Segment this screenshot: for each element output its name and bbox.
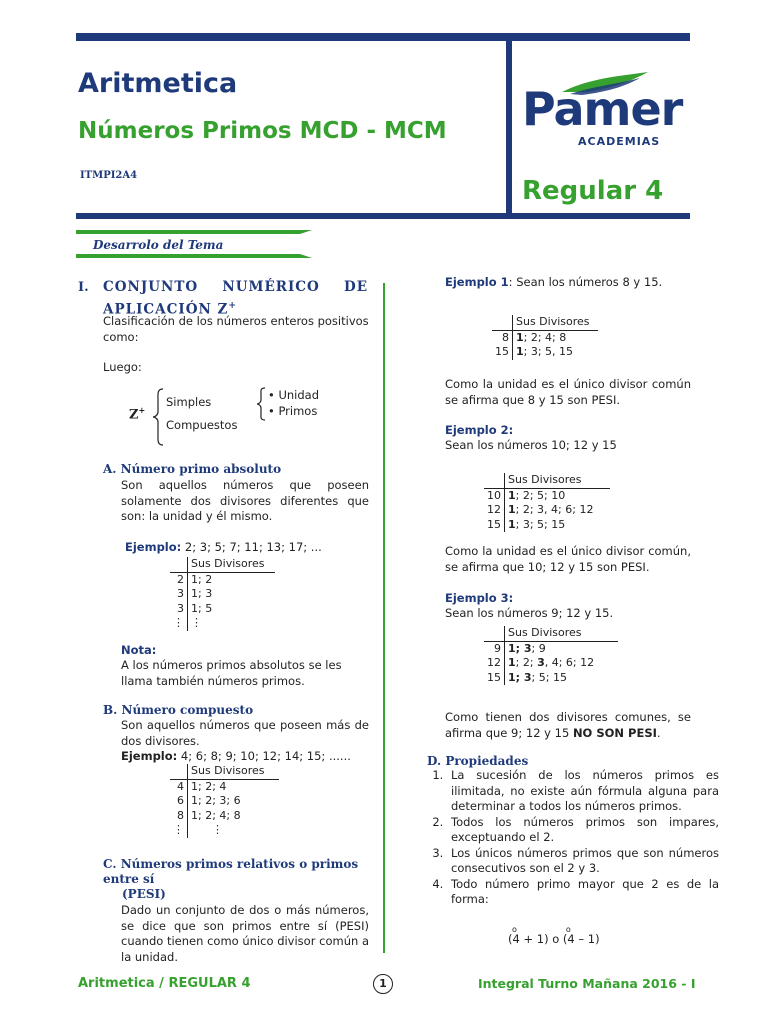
example-1-label: Ejemplo 1 [445, 275, 509, 289]
table-number-cell: ⋮ [170, 616, 188, 631]
table-header-empty [170, 764, 188, 779]
label-simples: Simples [166, 395, 212, 409]
properties-list [423, 768, 719, 908]
footer-right: Integral Turno Mañana 2016 - I [478, 976, 696, 991]
z-sup: + [138, 405, 146, 415]
table-header-empty [492, 315, 513, 330]
luego-label: Luego: [103, 360, 142, 374]
z-plus-symbol [129, 405, 145, 422]
other-divisors: ; 2; [515, 656, 538, 669]
other-divisors: ; 5; 15 [531, 670, 567, 684]
table-header-row [484, 626, 618, 641]
other-divisors: ; 3; 5; 15 [515, 517, 566, 531]
other-divisors: , 4; 6; 12 [544, 656, 595, 669]
list-item: 2. Todos los números primos son impares, exceptuando el 2. [447, 815, 719, 846]
label-primos-text: Primos [278, 404, 318, 418]
label-primos: • Primos [268, 404, 318, 418]
label-unidad: • Unidad [268, 388, 320, 402]
degree-mark: o [565, 925, 571, 934]
common-divisor: 3 [537, 656, 545, 669]
table-row [484, 671, 618, 686]
table-header-row [170, 764, 279, 779]
subsection-a-example-label: Ejemplo: [125, 540, 182, 554]
table-header-empty [170, 557, 188, 572]
example-3-text: Sean los números 9; 12 y 15. [445, 606, 614, 620]
brand-subtitle: ACADEMIAS [578, 135, 661, 148]
table-header-label: Sus Divisores [505, 626, 618, 641]
table-row [484, 656, 618, 671]
table-divisors-cell: 1; 3 [191, 587, 213, 600]
example-2-text: Sean los números 10; 12 y 15 [445, 438, 617, 452]
table-number-cell: 8 [170, 809, 188, 824]
table-number-cell: 15 [484, 671, 505, 686]
level-title: Regular 4 [522, 176, 664, 206]
other-divisors: ; 2; 5; 10 [515, 488, 566, 502]
table-divisors-cell [505, 503, 610, 518]
subsection-a-example-values: 2; 3; 5; 7; 11; 13; 17; ... [181, 540, 322, 554]
subsection-c-heading-pesi: (PESI) [122, 887, 166, 901]
subsection-b-example [121, 749, 351, 765]
table-row [484, 641, 618, 656]
divisors-table-ex2 [484, 473, 610, 532]
page-number-badge [373, 974, 393, 994]
degree-mark: o [512, 925, 517, 934]
table-header-empty [484, 473, 505, 488]
table-divisors-cell: 1; 2; 3; 6 [191, 794, 241, 807]
label-unidad-text: Unidad [278, 388, 320, 402]
example-1-text: : Sean los números 8 y 15. [508, 275, 663, 289]
table-row [170, 779, 279, 794]
list-item: 4. Todo número primo mayor que 2 es de la forma: [447, 877, 719, 908]
table-divisors-cell: ⋮ [212, 823, 223, 836]
example-3-conclusion [445, 710, 691, 741]
table-number-cell: 3 [170, 587, 188, 602]
header-divider [506, 41, 512, 213]
subsection-c-heading-text: C. Números primos relativos o primos entre sí [103, 857, 359, 886]
subsection-a-text: Son aquellos números que poseen solamente dos divisores diferentes que son: la unidad y él mismo. [121, 478, 369, 523]
table-number-cell: 15 [484, 518, 505, 533]
table-row [484, 488, 610, 503]
table-number-cell: 6 [170, 794, 188, 809]
section-1-title-text: APLICACIÓN Z [103, 301, 229, 318]
divisors-table-ex3 [484, 626, 618, 685]
subsection-a-example [125, 540, 322, 556]
section-1-title-line1: CONJUNTO NUMÉRICO DE [103, 279, 368, 295]
example-3-conclusion-text: Como tienen dos divisores comunes, se afirma que 9; 12 y 15 [445, 710, 691, 740]
table-number-cell: 12 [484, 503, 505, 518]
table-header-empty [484, 626, 505, 641]
subsection-b-example-label: Ejemplo: [121, 749, 178, 763]
table-row [170, 572, 275, 587]
table-header-row [484, 473, 610, 488]
common-divisor: 1 [508, 488, 516, 502]
subsection-b-heading: B. Número compuesto [103, 703, 254, 717]
common-divisor: 1 [516, 330, 524, 344]
section-tab-label: Desarrolo del Tema [93, 238, 224, 252]
header-top-rule [76, 33, 690, 41]
table-number-cell: 10 [484, 488, 505, 503]
other-divisors: ; 2; 4; 8 [523, 330, 567, 344]
table-header-row [170, 557, 275, 572]
table-number-cell: 9 [484, 641, 505, 656]
table-row [170, 602, 275, 617]
column-divider [383, 283, 385, 953]
footer-left: Aritmetica / REGULAR 4 [78, 976, 251, 991]
common-divisor: 1 [508, 503, 516, 516]
example-1-intro [445, 275, 662, 291]
divisors-table-ex1 [492, 315, 598, 360]
example-1-conclusion: Como la unidad es el único divisor común se afirma que 8 y 15 son PESI. [445, 377, 691, 407]
table-header-label: Sus Divisores [188, 764, 279, 779]
nota-text: A los números primos absolutos se les llama también números primos. [121, 658, 342, 688]
list-item: 3. Los únicos números primos que son números consecutivos son el 2 y 3. [447, 846, 719, 877]
table-divisors-cell [513, 330, 598, 345]
subsection-c-heading [103, 857, 369, 902]
label-compuestos: Compuestos [166, 418, 238, 432]
example-3-label: Ejemplo 3: [445, 591, 514, 605]
table-divisors-cell: 1; 2; 4 [191, 779, 227, 793]
divisors-table-b [170, 764, 279, 838]
table-header-label: Sus Divisores [513, 315, 598, 330]
table-divisors-cell [505, 641, 618, 656]
table-number-cell: 12 [484, 656, 505, 671]
subsection-d-heading: D. Propiedades [427, 754, 529, 768]
table-header-label: Sus Divisores [188, 557, 275, 572]
table-header-row [492, 315, 598, 330]
table-number-cell: 8 [492, 330, 513, 345]
z-letter: Z [129, 407, 139, 423]
subsection-c-text: Dado un conjunto de dos o más números, se dice que son primos entre sí (PESI) cuando tienen como único divisor común a la unidad. [121, 903, 369, 964]
example-3-conclusion-end: . [656, 725, 661, 740]
table-divisors-cell: 1; 2 [191, 572, 213, 586]
table-number-cell: 2 [170, 572, 188, 587]
brace-left-icon [152, 388, 164, 446]
table-row [492, 330, 598, 345]
common-divisor: 1 [516, 345, 524, 358]
table-number-cell: 4 [170, 779, 188, 794]
example-3-conclusion-emphasis: NO SON PESI [572, 725, 657, 740]
other-divisors: ; 2; 3, 4; 6; 12 [515, 503, 594, 516]
table-divisors-cell: 1; 5 [191, 601, 213, 615]
table-row [170, 616, 275, 631]
subsection-a-heading: A. Número primo absoluto [103, 462, 282, 476]
section-1-title-sup: + [228, 301, 237, 311]
brace-right-icon [256, 387, 266, 421]
doc-code: ITMPI2A4 [80, 170, 138, 181]
other-divisors: ; 9 [531, 641, 546, 655]
table-row [484, 503, 610, 518]
table-divisors-cell [505, 488, 610, 503]
table-row [170, 823, 279, 838]
table-divisors-cell: 1; 2; 4; 8 [191, 808, 241, 822]
table-divisors-cell [505, 656, 618, 671]
common-divisor: 1; 3 [508, 641, 532, 655]
table-divisors-cell [505, 671, 618, 686]
subsection-b-text: Son aquellos números que poseen más de dos divisores. [121, 718, 369, 748]
formula: (4 + 1) o (4 – 1) [508, 932, 600, 946]
common-divisor: 1; 3 [508, 670, 532, 684]
table-number-cell: ⋮ [170, 823, 188, 838]
table-header-label: Sus Divisores [505, 473, 610, 488]
table-number-cell: 15 [492, 345, 513, 360]
page-number: 1 [379, 977, 387, 990]
example-2-conclusion: Como la unidad es el único divisor común, se afirma que 10; 12 y 15 son PESI. [445, 544, 691, 574]
subject-title: Aritmetica [78, 68, 238, 99]
table-row [484, 518, 610, 533]
other-divisors: ; 3; 5, 15 [523, 345, 574, 358]
topic-title: Números Primos MCD - MCM [78, 118, 447, 144]
list-item: 1. La sucesión de los números primos es ilimitada, no existe aún fórmula alguna para determinar a todos los números primos. [447, 768, 719, 815]
section-1-text: Clasificación de los números enteros positivos como: [103, 314, 369, 344]
table-row [492, 345, 598, 360]
table-row [170, 809, 279, 824]
table-divisors-cell: ⋮ [191, 616, 202, 629]
brand-name: Pamer [522, 82, 683, 136]
table-row [170, 794, 279, 809]
table-number-cell: 3 [170, 602, 188, 617]
nota-heading: Nota: [121, 643, 157, 657]
table-divisors-cell [513, 345, 598, 360]
common-divisor: 1 [508, 656, 516, 669]
section-1-number: I. [78, 280, 89, 295]
example-2-label: Ejemplo 2: [445, 423, 514, 437]
table-row [170, 587, 275, 602]
header-bottom-rule [76, 213, 690, 219]
common-divisor: 1 [508, 517, 516, 531]
subsection-b-example-values: 4; 6; 8; 9; 10; 12; 14; 15; ...... [177, 749, 351, 763]
divisors-table-a [170, 557, 275, 631]
table-divisors-cell [505, 518, 610, 533]
